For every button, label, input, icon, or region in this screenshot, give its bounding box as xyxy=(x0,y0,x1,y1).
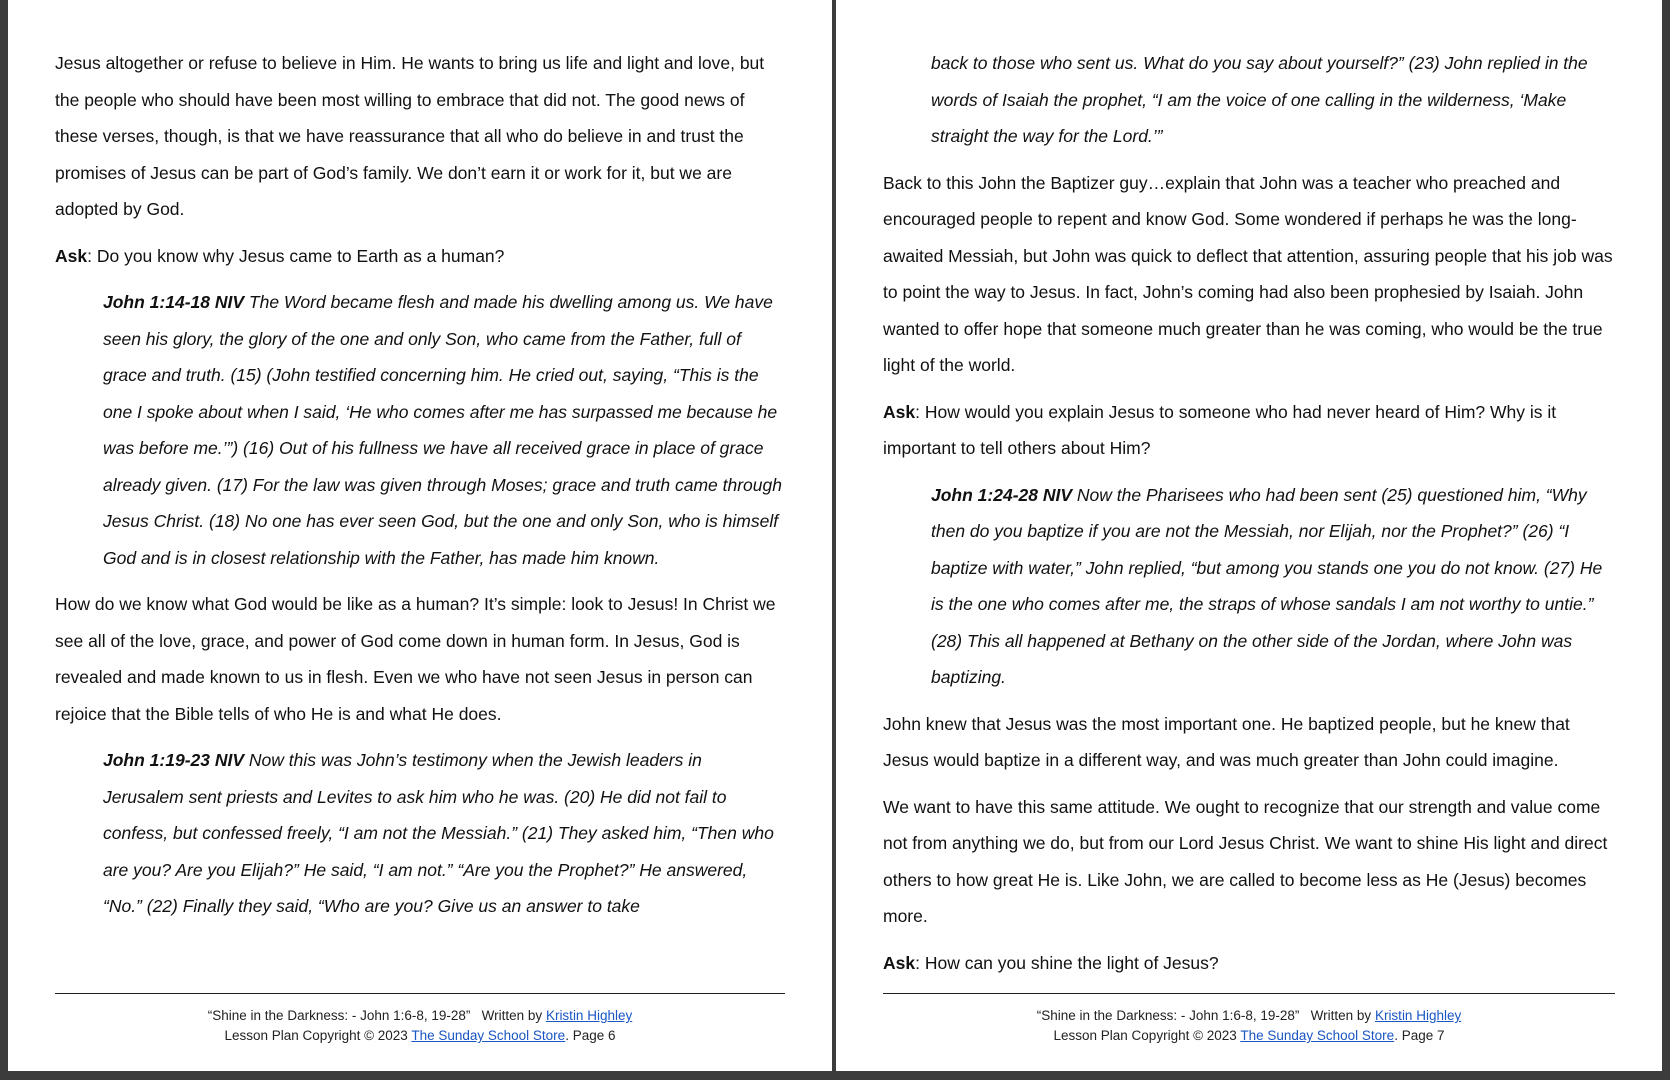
ask-text: : How can you shine the light of Jesus? xyxy=(915,952,1219,973)
page-7-content xyxy=(883,45,1615,991)
paragraph: We want to have this same attitude. We ought to recognize that our strength and value come not from anything we do, but from our Lord Jesus Christ. We want to shine His light and direct others to how great He is. Like John, we are called to become less as He (Jesus) becomes more. xyxy=(883,796,1608,926)
scripture-quote-continued: back to those who sent us. What do you say about yourself?” (23) John replied in the words of Isaiah the prophet, “I am the voice of one calling in the wilderness, ‘Make straight the way for the Lord.’” xyxy=(931,53,1588,146)
ask-label: Ask xyxy=(55,245,88,266)
footer-line-1 xyxy=(883,1006,1615,1026)
page-7 xyxy=(836,0,1662,1071)
scripture-quote xyxy=(103,284,785,576)
scripture-quote xyxy=(103,742,785,925)
page-footer xyxy=(55,993,785,1046)
footer-line-2 xyxy=(883,1026,1615,1046)
page-6-content xyxy=(55,45,785,935)
scripture-text: The Word became flesh and made his dwelling among us. We have seen his glory, the glory of the one and only Son, who came from the Father, full of grace and truth. (15) (John testified concerning him. He cried out, saying, “This is the one I spoke about when I said, ‘He who comes after me has surpassed me because he was before me.’”) (16) Out of his fullness we have all received grace in place of grace already given. (17) For the law was given through Moses; grace and truth came through Jesus Christ. (18) No one has ever seen God, but the one and only Son, who is himself God and is in closest relationship with the Father, has made him known. xyxy=(103,292,782,568)
footer-line-2 xyxy=(55,1026,785,1046)
ask-question xyxy=(883,945,1615,982)
footer-copyright: Lesson Plan Copyright © 2023 xyxy=(1053,1028,1241,1043)
page-6 xyxy=(8,0,832,1071)
footer-title: “Shine in the Darkness: - John 1:6-8, 19-28” Written by xyxy=(207,1008,546,1023)
scripture-text: Now the Pharisees who had been sent (25) questioned him, “Why then do you baptize if you are not the Messiah, nor Elijah, nor the Prophet?” (26) “I baptize with water,” John replied, “but among you stands one you do not know. (27) He is the one who comes after me, the straps of whose sandals I am not worthy to untie.” (28) This all happened at Bethany on the other side of the Jordan, where John was baptizing. xyxy=(931,484,1603,687)
paragraph: John knew that Jesus was the most important one. He baptized people, but he knew that Jesus would baptize in a different way, and was much greater than John could imagine. xyxy=(883,713,1570,770)
scripture-quote xyxy=(931,477,1615,696)
footer-line-1 xyxy=(55,1006,785,1026)
ask-label: Ask xyxy=(883,952,916,973)
paragraph: Jesus altogether or refuse to believe in Him. He wants to bring us life and light and love, but the people who should have been most willing to embrace that did not. The good news of these verses, though, is that we have reassurance that all who do believe in and trust the promises of Jesus can be part of God’s family. We don’t earn it or work for it, but we are adopted by God. xyxy=(55,53,765,219)
ask-question xyxy=(55,238,785,275)
footer-copyright: Lesson Plan Copyright © 2023 xyxy=(224,1028,412,1043)
page-number: . Page 6 xyxy=(565,1028,616,1043)
footer-title: “Shine in the Darkness: - John 1:6-8, 19-28” Written by xyxy=(1036,1008,1375,1023)
store-link[interactable]: The Sunday School Store xyxy=(411,1028,566,1043)
author-link[interactable]: Kristin Highley xyxy=(1374,1008,1462,1023)
author-link[interactable]: Kristin Highley xyxy=(545,1008,633,1023)
ask-question xyxy=(883,394,1615,467)
scripture-reference: John 1:19-23 NIV xyxy=(103,750,245,770)
ask-text: : How would you explain Jesus to someone who had never heard of Him? Why is it important to tell others about Him? xyxy=(883,401,1557,458)
ask-label: Ask xyxy=(883,401,916,422)
store-link[interactable]: The Sunday School Store xyxy=(1240,1028,1395,1043)
ask-text: : Do you know why Jesus came to Earth as a human? xyxy=(87,245,505,266)
page-number: . Page 7 xyxy=(1394,1028,1445,1043)
paragraph: How do we know what God would be like as a human? It’s simple: look to Jesus! In Christ we see all of the love, grace, and power of God come down in human form. In Jesus, God is revealed and made known to us in flesh. Even we who have not seen Jesus in person can rejoice that the Bible tells of who He is and what He does. xyxy=(55,594,776,724)
scripture-reference: John 1:14-18 NIV xyxy=(103,292,245,312)
page-footer xyxy=(883,993,1615,1046)
paragraph: Back to this John the Baptizer guy…explain that John was a teacher who preached and encouraged people to repent and know God. Some wondered if perhaps he was the long-awaited Messiah, but John was quick to deflect that attention, assuring people that his job was to point the way to Jesus. In fact, John’s coming had also been prophesied by Isaiah. John wanted to offer hope that someone much greater than he was coming, who would be the true light of the world. xyxy=(883,172,1613,375)
scripture-text: Now this was John’s testimony when the Jewish leaders in Jerusalem sent priests and Levites to ask him who he was. (20) He did not fail to confess, but confessed freely, “I am not the Messiah.” (21) They asked him, “Then who are you? Are you Elijah?” He said, “I am not.” “Are you the Prophet?” He answered, “No.” (22) Finally they said, “Who are you? Give us an answer to take xyxy=(103,750,774,916)
scripture-reference: John 1:24-28 NIV xyxy=(931,484,1073,505)
